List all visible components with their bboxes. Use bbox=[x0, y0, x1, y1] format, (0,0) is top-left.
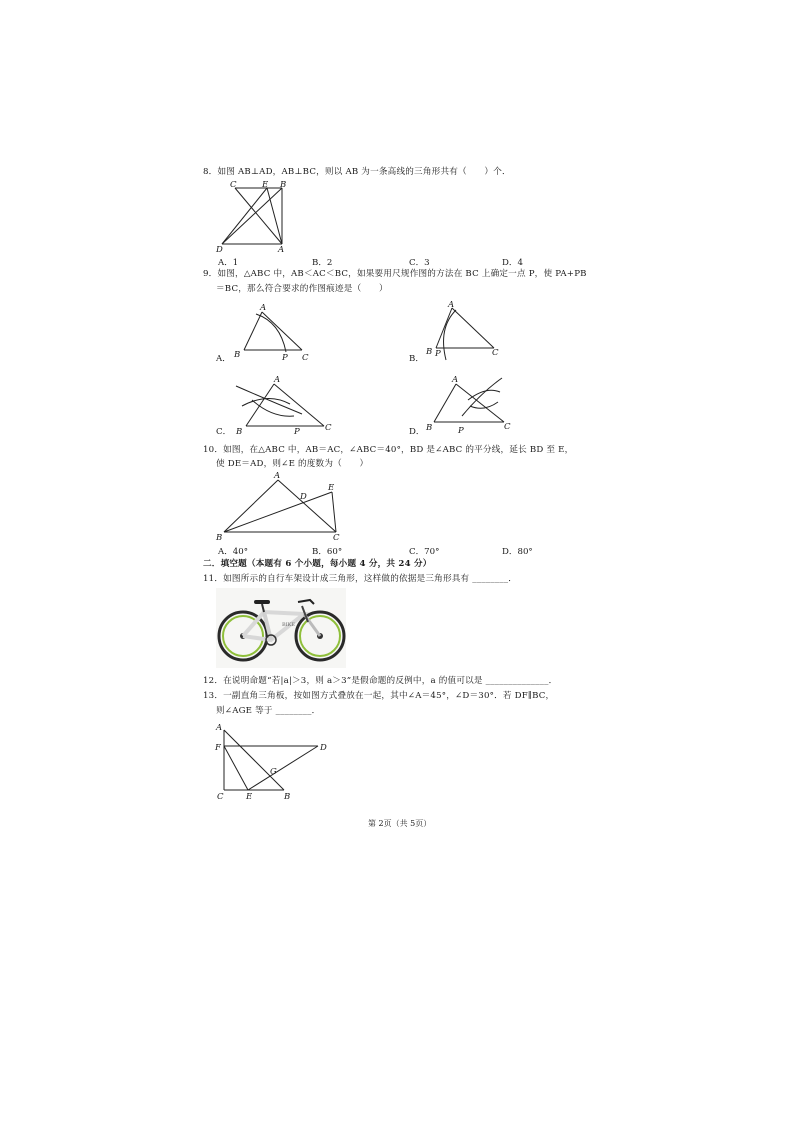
q9-option-c: C． bbox=[216, 427, 232, 437]
q10-stem-line2: 使 DE＝AD，则∠E 的度数为（ ） bbox=[216, 459, 369, 469]
q8-label-d: D bbox=[216, 245, 223, 255]
q9-option-d: D． bbox=[409, 427, 425, 437]
q10-option-c: C．70° bbox=[409, 547, 440, 557]
page-footer: 第 2页（共 5页） bbox=[368, 819, 432, 828]
q9c-label-p: P bbox=[294, 427, 300, 437]
q9d-label-a: A bbox=[452, 375, 459, 385]
q8-figure bbox=[212, 178, 292, 268]
q13-label-b: B bbox=[284, 792, 291, 802]
q8-option-a: A．1 bbox=[218, 258, 239, 268]
q9-stem-line2: ＝BC，那么符合要求的作图痕迹是（ ） bbox=[216, 284, 388, 294]
q9a-label-c: C bbox=[302, 353, 309, 363]
q10-figure bbox=[214, 470, 354, 545]
q10-label-c: C bbox=[333, 533, 340, 543]
svg-text:BIKE: BIKE bbox=[282, 622, 296, 628]
q13-figure bbox=[212, 722, 332, 802]
q9c-label-c: C bbox=[325, 423, 332, 433]
q10-stem-line1: 10．如图，在△ABC 中，AB＝AC，∠ABC＝40°，BD 是∠ABC 的平分线，延长 BD 至 E， bbox=[203, 445, 574, 455]
q10-label-e: E bbox=[328, 483, 335, 493]
q9-stem-line1: 9．如图，△ABC 中，AB＜AC＜BC，如果要用尺规作图的方法在 BC 上确定一点 P，使 PA+PB bbox=[203, 269, 587, 279]
q8-stem: 8．如图 AB⊥AD，AB⊥BC，则以 AB 为一条高线的三角形共有（ ）个． bbox=[203, 167, 511, 177]
q9b-label-p: P bbox=[435, 349, 441, 359]
q9d-label-c: C bbox=[504, 422, 511, 432]
q9a-label-b: B bbox=[234, 350, 241, 360]
q13-label-c: C bbox=[217, 792, 224, 802]
q10-option-a: A．40° bbox=[218, 547, 249, 557]
q8-label-c: C bbox=[230, 180, 237, 190]
q12-stem: 12．在说明命题“若|a|＞3，则 a＞3”是假命题的反例中，a 的值可以是 ______________． bbox=[203, 676, 558, 686]
q10-label-b: B bbox=[216, 533, 223, 543]
q8-option-c: C．3 bbox=[409, 258, 430, 268]
q9b-label-b: B bbox=[426, 347, 433, 357]
q8-label-e: E bbox=[262, 180, 269, 190]
q13-label-g: G bbox=[270, 767, 277, 777]
q13-label-f: F bbox=[215, 743, 221, 753]
q9-figure-a bbox=[232, 300, 332, 363]
q10-option-b: B．60° bbox=[312, 547, 343, 557]
q9c-label-a: A bbox=[274, 375, 281, 385]
q13-label-d: D bbox=[320, 743, 327, 753]
q10-label-d: D bbox=[300, 492, 307, 502]
q9b-label-c: C bbox=[492, 348, 499, 358]
q9d-label-b: B bbox=[426, 423, 433, 433]
q8-label-b: B bbox=[280, 180, 287, 190]
q8-label-a: A bbox=[278, 245, 285, 255]
q8-option-d: D．4 bbox=[502, 258, 523, 268]
q13-label-e: E bbox=[246, 792, 253, 802]
section-2-heading: 二．填空题（本题有 6 个小题，每小题 4 分，共 24 分） bbox=[203, 559, 432, 569]
q9-figure-d bbox=[424, 372, 534, 436]
q13-stem-line2: 则∠AGE 等于 ________． bbox=[216, 706, 321, 716]
q10-option-d: D．80° bbox=[502, 547, 533, 557]
q9d-label-p: P bbox=[458, 426, 464, 436]
q9-figure-c bbox=[232, 372, 342, 437]
q9-figure-b bbox=[424, 298, 524, 358]
q9a-label-p: P bbox=[282, 353, 288, 363]
q9c-label-b: B bbox=[236, 427, 243, 437]
q13-stem-line1: 13．一副直角三角板，按如图方式叠放在一起，其中∠A＝45°，∠D＝30°．若 DF∥BC， bbox=[203, 691, 555, 701]
bicycle-image bbox=[216, 588, 346, 668]
q9a-label-a: A bbox=[260, 303, 267, 313]
q10-label-a: A bbox=[274, 471, 281, 481]
q9-option-b: B． bbox=[409, 354, 424, 364]
q9b-label-a: A bbox=[448, 300, 455, 310]
q13-label-a: A bbox=[216, 723, 223, 733]
q9-option-a: A． bbox=[216, 354, 231, 364]
q8-option-b: B．2 bbox=[312, 258, 333, 268]
q11-stem: 11．如图所示的自行车架设计成三角形，这样做的依据是三角形具有 ________． bbox=[203, 574, 518, 584]
